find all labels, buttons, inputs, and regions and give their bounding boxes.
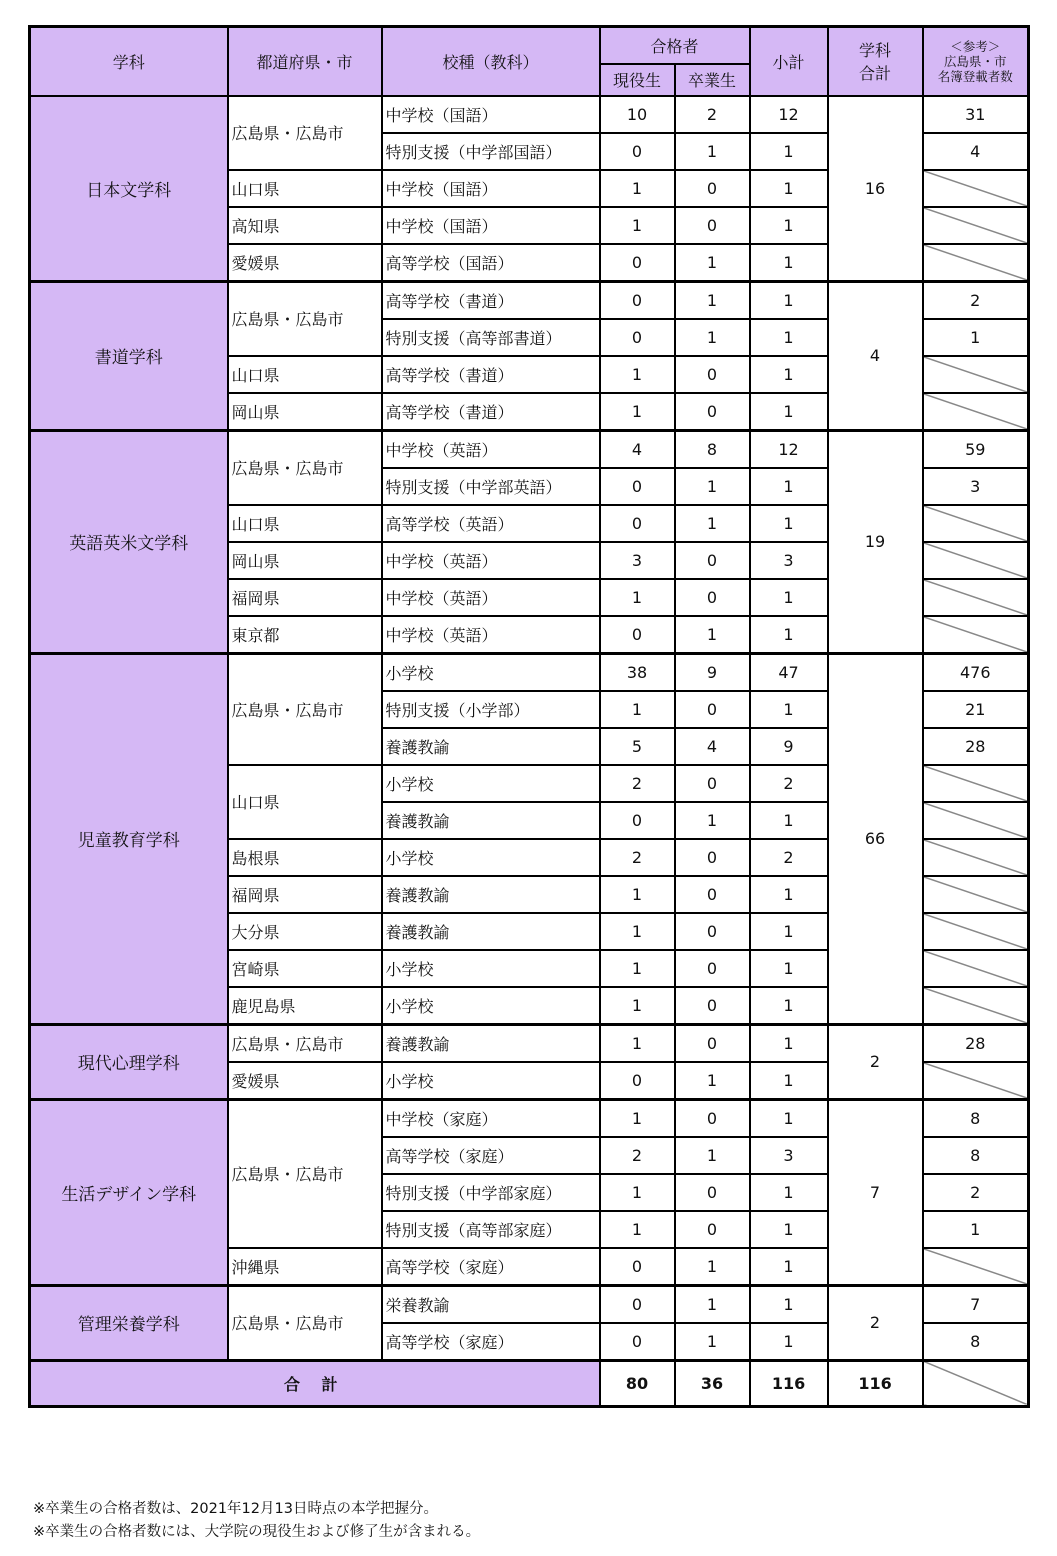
school-type: 特別支援（中学部英語）	[382, 468, 600, 505]
current-count: 4	[600, 430, 675, 468]
graduate-count: 0	[675, 542, 750, 579]
school-type: 高等学校（書道）	[382, 281, 600, 319]
graduate-count: 0	[675, 1211, 750, 1248]
table-row	[30, 1024, 1029, 1062]
school-type: 小学校	[382, 987, 600, 1025]
table-row	[30, 281, 1029, 319]
dept-total: 19	[828, 430, 923, 653]
prefecture-name: 広島県・広島市	[228, 1099, 382, 1248]
current-count: 1	[600, 1211, 675, 1248]
school-type: 高等学校（英語）	[382, 505, 600, 542]
current-count: 0	[600, 1285, 675, 1323]
subtotal-count: 1	[750, 913, 828, 950]
graduate-count: 0	[675, 356, 750, 393]
prefecture-name: 愛媛県	[228, 1062, 382, 1100]
subtotal-count: 1	[750, 244, 828, 282]
prefecture-name: 山口県	[228, 356, 382, 393]
school-type: 高等学校（書道）	[382, 393, 600, 431]
subtotal-count: 1	[750, 356, 828, 393]
graduate-count: 1	[675, 1062, 750, 1100]
dept-name: 書道学科	[30, 281, 228, 430]
school-type: 中学校（英語）	[382, 542, 600, 579]
prefecture-name: 福岡県	[228, 876, 382, 913]
graduate-count: 0	[675, 950, 750, 987]
school-type: 小学校	[382, 950, 600, 987]
reference-blank-cell	[923, 987, 1029, 1025]
subtotal-count: 1	[750, 1211, 828, 1248]
graduate-count: 0	[675, 913, 750, 950]
school-type: 中学校（国語）	[382, 207, 600, 244]
reference-blank-cell	[923, 356, 1029, 393]
subtotal-count: 1	[750, 579, 828, 616]
school-type: 養護教諭	[382, 802, 600, 839]
reference-blank-cell	[923, 207, 1029, 244]
graduate-count: 8	[675, 430, 750, 468]
dept-total: 16	[828, 96, 923, 282]
graduate-count: 4	[675, 728, 750, 765]
current-count: 0	[600, 244, 675, 282]
school-type: 小学校	[382, 765, 600, 802]
reference-blank-cell	[923, 839, 1029, 876]
subtotal-count: 2	[750, 839, 828, 876]
current-count: 38	[600, 653, 675, 691]
school-type: 中学校（国語）	[382, 170, 600, 207]
reference-count: 8	[923, 1137, 1029, 1174]
school-type: 特別支援（中学部国語）	[382, 133, 600, 170]
header-current: 現役生	[600, 64, 675, 96]
reference-count: 8	[923, 1099, 1029, 1137]
dept-name: 生活デザイン学科	[30, 1099, 228, 1285]
subtotal-count: 1	[750, 1062, 828, 1100]
graduate-count: 2	[675, 96, 750, 133]
current-count: 10	[600, 96, 675, 133]
reference-count: 2	[923, 1174, 1029, 1211]
current-count: 1	[600, 393, 675, 431]
current-count: 0	[600, 1062, 675, 1100]
graduate-count: 1	[675, 1323, 750, 1361]
school-type: 中学校（英語）	[382, 579, 600, 616]
header-dept-total-line1: 学科	[859, 41, 892, 61]
reference-blank-cell	[923, 616, 1029, 654]
reference-count: 59	[923, 430, 1029, 468]
prefecture-name: 山口県	[228, 170, 382, 207]
reference-count: 28	[923, 728, 1029, 765]
prefecture-name: 山口県	[228, 505, 382, 542]
dept-total: 2	[828, 1024, 923, 1099]
current-count: 1	[600, 1099, 675, 1137]
graduate-count: 1	[675, 319, 750, 356]
graduate-count: 0	[675, 876, 750, 913]
summary-row	[30, 1360, 1029, 1406]
reference-blank-cell	[923, 244, 1029, 282]
graduate-count: 1	[675, 505, 750, 542]
current-count: 0	[600, 1248, 675, 1286]
reference-count: 3	[923, 468, 1029, 505]
prefecture-name: 大分県	[228, 913, 382, 950]
subtotal-count: 1	[750, 1323, 828, 1361]
header-dept: 学科	[30, 27, 228, 96]
prefecture-name: 広島県・広島市	[228, 281, 382, 356]
current-count: 0	[600, 281, 675, 319]
footnote: ※卒業生の合格者数には、大学院の現役生および修了生が含まれる。	[33, 1524, 481, 1540]
school-type: 養護教諭	[382, 913, 600, 950]
footnote: ※卒業生の合格者数は、2021年12月13日時点の本学把握分。	[33, 1501, 438, 1517]
prefecture-name: 山口県	[228, 765, 382, 839]
reference-count: 7	[923, 1285, 1029, 1323]
prefecture-name: 沖縄県	[228, 1248, 382, 1286]
subtotal-count: 1	[750, 393, 828, 431]
current-count: 2	[600, 765, 675, 802]
subtotal-count: 1	[750, 616, 828, 654]
summary-label: 合 計	[30, 1360, 600, 1406]
subtotal-count: 3	[750, 1137, 828, 1174]
header-subtotal: 小計	[750, 27, 828, 96]
graduate-count: 1	[675, 244, 750, 282]
subtotal-count: 1	[750, 987, 828, 1025]
subtotal-count: 1	[750, 133, 828, 170]
graduate-count: 0	[675, 1174, 750, 1211]
summary-subtotal: 116	[750, 1360, 828, 1406]
subtotal-count: 1	[750, 1248, 828, 1286]
reference-blank-cell	[923, 802, 1029, 839]
school-type: 特別支援（小学部）	[382, 691, 600, 728]
school-type: 小学校	[382, 653, 600, 691]
reference-count: 1	[923, 1211, 1029, 1248]
footnotes	[33, 1498, 480, 1544]
prefecture-name: 高知県	[228, 207, 382, 244]
dept-total: 4	[828, 281, 923, 430]
current-count: 1	[600, 356, 675, 393]
header-dept-total-line2: 合計	[859, 64, 892, 84]
graduate-count: 0	[675, 765, 750, 802]
subtotal-count: 1	[750, 1024, 828, 1062]
header-reference	[923, 27, 1029, 96]
reference-count: 4	[923, 133, 1029, 170]
results-table	[28, 25, 1030, 1408]
graduate-count: 0	[675, 207, 750, 244]
current-count: 5	[600, 728, 675, 765]
prefecture-name: 広島県・広島市	[228, 430, 382, 505]
school-type: 養護教諭	[382, 1024, 600, 1062]
reference-blank-cell	[923, 170, 1029, 207]
school-type: 特別支援（高等部家庭）	[382, 1211, 600, 1248]
current-count: 1	[600, 691, 675, 728]
table-row	[30, 653, 1029, 691]
reference-count: 21	[923, 691, 1029, 728]
header-ref-line1: ＜参考＞	[950, 38, 1001, 54]
dept-total: 7	[828, 1099, 923, 1285]
dept-name: 英語英米文学科	[30, 430, 228, 653]
graduate-count: 1	[675, 802, 750, 839]
reference-count: 476	[923, 653, 1029, 691]
reference-count: 2	[923, 281, 1029, 319]
reference-blank-cell	[923, 579, 1029, 616]
school-type: 中学校（英語）	[382, 430, 600, 468]
prefecture-name: 福岡県	[228, 579, 382, 616]
dept-name: 現代心理学科	[30, 1024, 228, 1099]
current-count: 0	[600, 802, 675, 839]
prefecture-name: 岡山県	[228, 393, 382, 431]
subtotal-count: 1	[750, 1174, 828, 1211]
prefecture-name: 宮崎県	[228, 950, 382, 987]
school-type: 養護教諭	[382, 876, 600, 913]
current-count: 0	[600, 616, 675, 654]
current-count: 1	[600, 207, 675, 244]
graduate-count: 1	[675, 133, 750, 170]
summary-graduate: 36	[675, 1360, 750, 1406]
current-count: 0	[600, 1323, 675, 1361]
subtotal-count: 9	[750, 728, 828, 765]
current-count: 0	[600, 505, 675, 542]
subtotal-count: 2	[750, 765, 828, 802]
reference-blank-cell	[923, 1248, 1029, 1286]
school-type: 養護教諭	[382, 728, 600, 765]
table-body	[30, 96, 1029, 1407]
prefecture-name: 広島県・広島市	[228, 653, 382, 765]
school-type: 高等学校（家庭）	[382, 1137, 600, 1174]
current-count: 1	[600, 170, 675, 207]
subtotal-count: 1	[750, 207, 828, 244]
table-row	[30, 1099, 1029, 1137]
graduate-count: 9	[675, 653, 750, 691]
table-row	[30, 1285, 1029, 1323]
graduate-count: 1	[675, 616, 750, 654]
reference-count: 28	[923, 1024, 1029, 1062]
subtotal-count: 1	[750, 1099, 828, 1137]
header-pref: 都道府県・市	[228, 27, 382, 96]
header-school: 校種（教科）	[382, 27, 600, 96]
current-count: 1	[600, 987, 675, 1025]
header-dept-total	[828, 27, 923, 96]
current-count: 1	[600, 579, 675, 616]
current-count: 1	[600, 950, 675, 987]
prefecture-name: 東京都	[228, 616, 382, 654]
school-type: 特別支援（中学部家庭）	[382, 1174, 600, 1211]
graduate-count: 1	[675, 1137, 750, 1174]
graduate-count: 0	[675, 839, 750, 876]
prefecture-name: 愛媛県	[228, 244, 382, 282]
graduate-count: 1	[675, 468, 750, 505]
school-type: 小学校	[382, 1062, 600, 1100]
school-type: 高等学校（家庭）	[382, 1323, 600, 1361]
summary-total: 116	[828, 1360, 923, 1406]
current-count: 1	[600, 1024, 675, 1062]
subtotal-count: 1	[750, 1285, 828, 1323]
subtotal-count: 1	[750, 468, 828, 505]
reference-blank-cell	[923, 765, 1029, 802]
summary-reference-blank	[923, 1360, 1029, 1406]
reference-blank-cell	[923, 393, 1029, 431]
graduate-count: 0	[675, 170, 750, 207]
graduate-count: 0	[675, 987, 750, 1025]
current-count: 0	[600, 319, 675, 356]
reference-count: 1	[923, 319, 1029, 356]
graduate-count: 1	[675, 1285, 750, 1323]
subtotal-count: 12	[750, 96, 828, 133]
subtotal-count: 1	[750, 876, 828, 913]
results-table-container	[28, 25, 1027, 1408]
school-type: 中学校（英語）	[382, 616, 600, 654]
current-count: 0	[600, 133, 675, 170]
prefecture-name: 広島県・広島市	[228, 96, 382, 170]
school-type: 中学校（国語）	[382, 96, 600, 133]
reference-blank-cell	[923, 950, 1029, 987]
dept-name: 児童教育学科	[30, 653, 228, 1024]
prefecture-name: 鹿児島県	[228, 987, 382, 1025]
table-row	[30, 96, 1029, 133]
current-count: 1	[600, 876, 675, 913]
dept-name: 日本文学科	[30, 96, 228, 282]
table-row	[30, 430, 1029, 468]
graduate-count: 1	[675, 281, 750, 319]
reference-blank-cell	[923, 913, 1029, 950]
current-count: 0	[600, 468, 675, 505]
reference-count: 31	[923, 96, 1029, 133]
graduate-count: 0	[675, 579, 750, 616]
prefecture-name: 島根県	[228, 839, 382, 876]
table-header	[30, 27, 1029, 96]
prefecture-name: 広島県・広島市	[228, 1024, 382, 1062]
header-ref-line3: 名簿登載者数	[937, 68, 1013, 84]
prefecture-name: 広島県・広島市	[228, 1285, 382, 1360]
dept-total: 66	[828, 653, 923, 1024]
current-count: 2	[600, 1137, 675, 1174]
dept-total: 2	[828, 1285, 923, 1360]
subtotal-count: 1	[750, 505, 828, 542]
header-ref-line2: 広島県・市	[944, 53, 1007, 69]
subtotal-count: 3	[750, 542, 828, 579]
graduate-count: 1	[675, 1248, 750, 1286]
school-type: 栄養教諭	[382, 1285, 600, 1323]
subtotal-count: 1	[750, 319, 828, 356]
subtotal-count: 1	[750, 170, 828, 207]
subtotal-count: 1	[750, 950, 828, 987]
current-count: 1	[600, 913, 675, 950]
school-type: 高等学校（家庭）	[382, 1248, 600, 1286]
subtotal-count: 1	[750, 281, 828, 319]
current-count: 2	[600, 839, 675, 876]
current-count: 3	[600, 542, 675, 579]
header-passed: 合格者	[600, 27, 750, 64]
dept-name: 管理栄養学科	[30, 1285, 228, 1360]
graduate-count: 0	[675, 1099, 750, 1137]
reference-blank-cell	[923, 876, 1029, 913]
reference-blank-cell	[923, 542, 1029, 579]
reference-blank-cell	[923, 1062, 1029, 1100]
graduate-count: 0	[675, 393, 750, 431]
current-count: 1	[600, 1174, 675, 1211]
graduate-count: 0	[675, 1024, 750, 1062]
subtotal-count: 12	[750, 430, 828, 468]
school-type: 中学校（家庭）	[382, 1099, 600, 1137]
header-graduate: 卒業生	[675, 64, 750, 96]
reference-blank-cell	[923, 505, 1029, 542]
prefecture-name: 岡山県	[228, 542, 382, 579]
subtotal-count: 47	[750, 653, 828, 691]
graduate-count: 0	[675, 691, 750, 728]
school-type: 特別支援（高等部書道）	[382, 319, 600, 356]
school-type: 高等学校（書道）	[382, 356, 600, 393]
subtotal-count: 1	[750, 802, 828, 839]
reference-count: 8	[923, 1323, 1029, 1361]
school-type: 小学校	[382, 839, 600, 876]
school-type: 高等学校（国語）	[382, 244, 600, 282]
subtotal-count: 1	[750, 691, 828, 728]
summary-current: 80	[600, 1360, 675, 1406]
